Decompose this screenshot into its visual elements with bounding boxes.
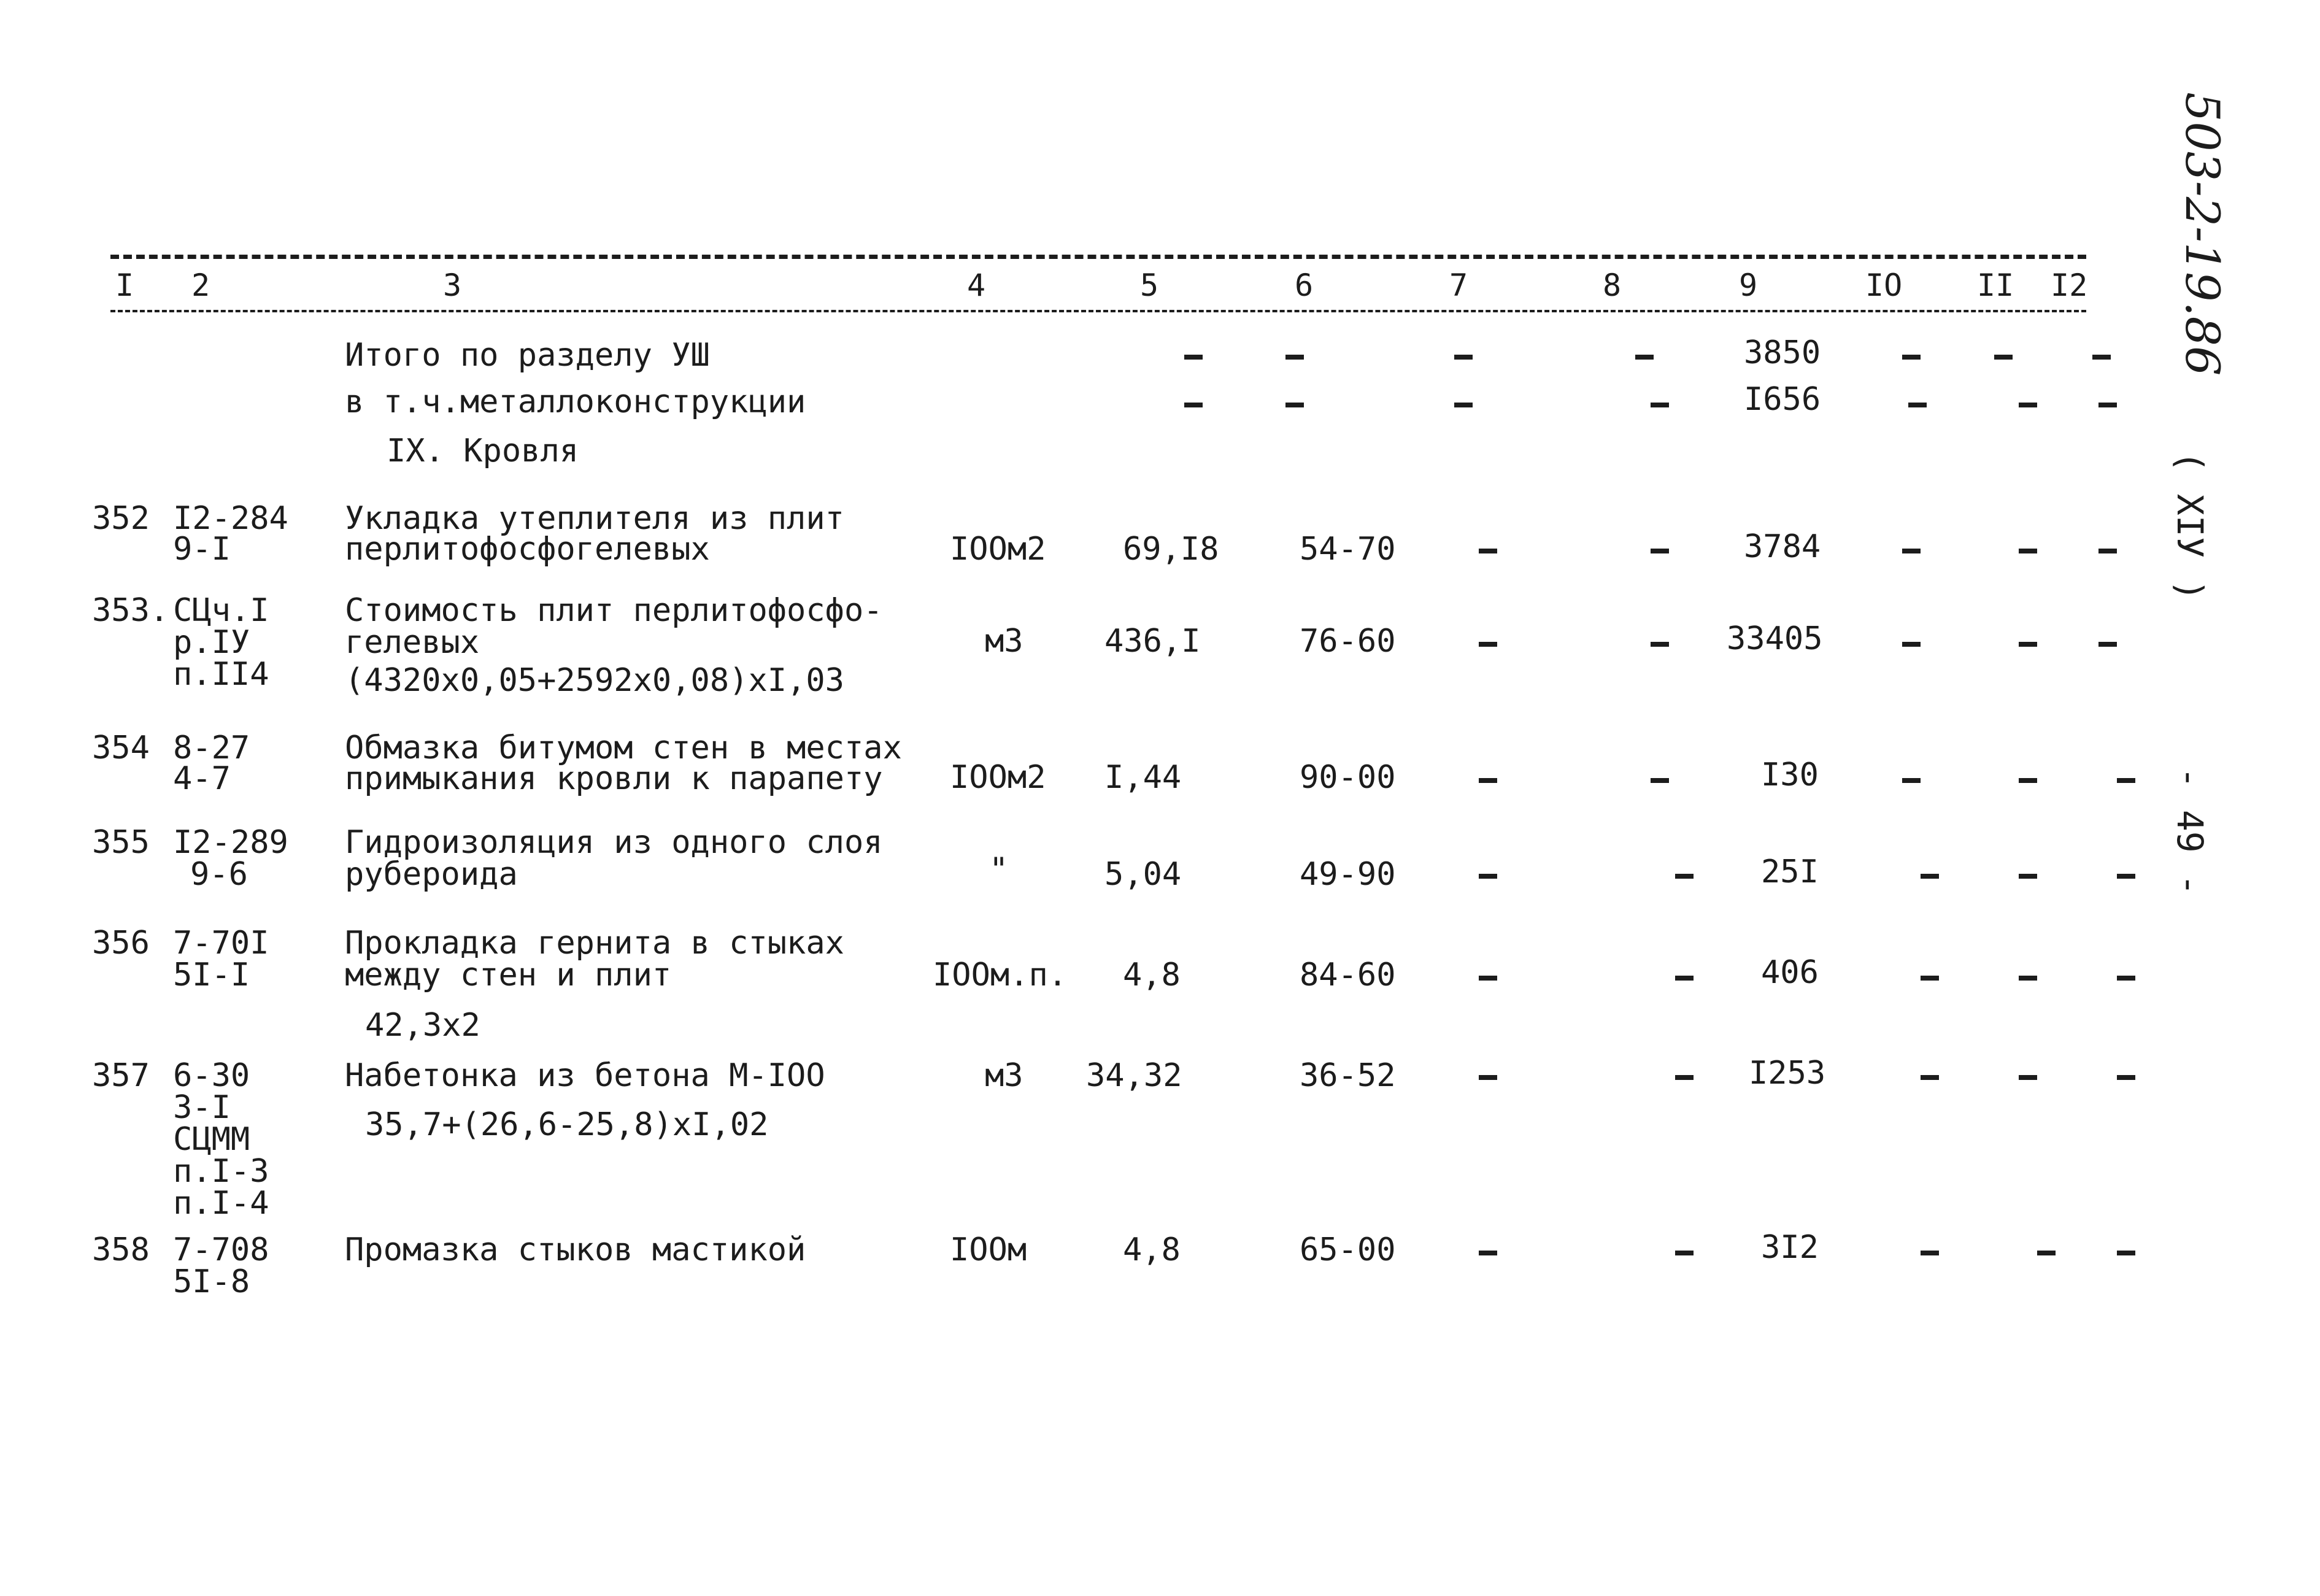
col-header-5: 5 xyxy=(1140,268,1159,303)
dash xyxy=(1454,403,1473,407)
dash xyxy=(2098,642,2117,647)
section-title: IX. Кровля xyxy=(387,433,579,469)
row-unit-price: 90-00 xyxy=(1300,759,1396,796)
row-formula: 35,7+(26,6-25,8)xI,02 xyxy=(365,1106,769,1143)
row-description: Промазка стыков мастикой xyxy=(345,1232,806,1268)
dash xyxy=(1675,874,1694,879)
col-header-6: 6 xyxy=(1295,268,1314,303)
document-code: 503-2-19.86 xyxy=(2175,92,2230,376)
row-code: СЦч.I xyxy=(173,592,269,629)
row-unit: " xyxy=(989,851,1009,888)
col-header-7: 7 xyxy=(1449,268,1468,303)
dash xyxy=(1454,355,1473,360)
row-unit-price: 65-00 xyxy=(1300,1232,1396,1268)
page-number: - 49 - xyxy=(2169,767,2211,896)
dash xyxy=(2019,642,2037,647)
row-quantity: 69,I8 xyxy=(1123,531,1219,568)
row-unit-price: 76-60 xyxy=(1300,623,1396,660)
row-code: п.II4 xyxy=(173,656,269,693)
col-header-11: II xyxy=(1977,268,2014,303)
row-unit: IOOм2 xyxy=(950,531,1046,568)
row-unit: IOOм.п. xyxy=(933,957,1068,993)
row-number: 357 xyxy=(92,1057,150,1094)
row-code: 5I-8 xyxy=(173,1263,250,1300)
row-description: Набетонка из бетона М-IOO xyxy=(345,1057,825,1094)
row-total-cost: I253 xyxy=(1749,1055,1826,1092)
row-code: 9-I xyxy=(173,531,231,568)
dash xyxy=(1479,976,1497,981)
dash xyxy=(1902,778,1921,783)
row-code: 3-I xyxy=(173,1089,231,1126)
col-header-12: I2 xyxy=(2051,268,2088,303)
row-code: СЦММ xyxy=(173,1121,250,1158)
row-unit-price: 54-70 xyxy=(1300,531,1396,568)
col-header-1: I xyxy=(115,268,134,303)
dash xyxy=(1479,1075,1497,1080)
dash xyxy=(2019,778,2037,783)
dash xyxy=(1479,642,1497,647)
row-code: 6-30 xyxy=(173,1057,250,1094)
row-description: примыкания кровли к парапету xyxy=(345,760,883,797)
row-total-cost: 3784 xyxy=(1744,528,1821,565)
dash xyxy=(1651,403,1669,407)
col-header-4: 4 xyxy=(967,268,986,303)
dash xyxy=(1902,549,1921,553)
row-unit: IOOм xyxy=(950,1232,1027,1268)
row-unit-price: 36-52 xyxy=(1300,1057,1396,1094)
row-number: 356 xyxy=(92,925,150,962)
row-description: Обмазка битумом стен в местах xyxy=(345,730,902,766)
row-code: 4-7 xyxy=(173,760,231,797)
dash xyxy=(1479,549,1497,553)
row-description: Гидроизоляция из одного слоя xyxy=(345,824,883,861)
dash xyxy=(1184,403,1203,407)
dash xyxy=(2098,549,2117,553)
dash xyxy=(1635,355,1654,360)
volume-number: ( XIУ ) xyxy=(2169,451,2211,601)
row-number: 354 xyxy=(92,730,150,766)
row-code: п.I-4 xyxy=(173,1185,269,1222)
row-code: п.I-3 xyxy=(173,1153,269,1190)
dash xyxy=(1651,778,1669,783)
row-description: рубероида xyxy=(345,856,518,893)
col-header-8: 8 xyxy=(1603,268,1622,303)
dash xyxy=(2037,1251,2056,1255)
dash xyxy=(1902,355,1921,360)
dash xyxy=(2098,403,2117,407)
row-unit-price: 49-90 xyxy=(1300,856,1396,893)
row-code: р.IУ xyxy=(173,624,250,661)
dash xyxy=(1479,778,1497,783)
dash xyxy=(2019,403,2037,407)
row-number: 358 xyxy=(92,1232,150,1268)
row-number: 353. xyxy=(92,592,169,629)
header-top-rule xyxy=(110,255,2086,259)
dash xyxy=(1285,355,1304,360)
row-number: 352 xyxy=(92,500,150,537)
dash xyxy=(1479,1251,1497,1255)
row-code: 5I-I xyxy=(173,957,250,993)
row-description: между стен и плит xyxy=(345,957,672,993)
dash xyxy=(2117,778,2135,783)
row-unit-price: 84-60 xyxy=(1300,957,1396,993)
dash xyxy=(1285,403,1304,407)
dash xyxy=(1921,1075,1939,1080)
col-header-3: 3 xyxy=(443,268,462,303)
dash xyxy=(2019,1075,2037,1080)
col-header-2: 2 xyxy=(191,268,210,303)
row-code: I2-289 xyxy=(173,824,288,861)
row-description: гелевых xyxy=(345,624,480,661)
row-total-cost: 3I2 xyxy=(1761,1229,1819,1266)
row-unit: IOOм2 xyxy=(950,759,1046,796)
row-total-cost: 406 xyxy=(1761,954,1819,991)
row-formula: 42,3x2 xyxy=(365,1007,480,1044)
col-header-9: 9 xyxy=(1739,268,1758,303)
row-quantity: 4,8 xyxy=(1123,1232,1181,1268)
row-quantity: 4,8 xyxy=(1123,957,1181,993)
dash xyxy=(1675,1075,1694,1080)
dash xyxy=(1921,976,1939,981)
row-total-cost: 25I xyxy=(1761,854,1819,890)
dash xyxy=(2019,874,2037,879)
dash xyxy=(2092,355,2111,360)
dash xyxy=(1921,874,1939,879)
dash xyxy=(2117,1251,2135,1255)
row-formula: (4320x0,05+2592x0,08)xI,03 xyxy=(345,662,844,699)
total-value: 3850 xyxy=(1744,334,1821,371)
dash xyxy=(2019,976,2037,981)
dash xyxy=(1908,403,1927,407)
dash xyxy=(1921,1251,1939,1255)
row-description: Укладка утеплителя из плит xyxy=(345,500,844,537)
dash xyxy=(1675,1251,1694,1255)
header-bottom-rule xyxy=(110,310,2086,312)
row-total-cost: I30 xyxy=(1761,757,1819,793)
dash xyxy=(1651,549,1669,553)
row-quantity: 34,32 xyxy=(1086,1057,1182,1094)
row-code: 8-27 xyxy=(173,730,250,766)
col-header-10: IO xyxy=(1865,268,1903,303)
row-description: Прокладка гернита в стыках xyxy=(345,925,844,962)
row-description: перлитофосфогелевых xyxy=(345,531,710,568)
row-quantity: 5,04 xyxy=(1104,856,1182,893)
dash xyxy=(1184,355,1203,360)
metal-value: I656 xyxy=(1744,381,1821,418)
dash xyxy=(1675,976,1694,981)
dash xyxy=(2117,874,2135,879)
row-code: 9-6 xyxy=(190,856,248,893)
row-description: Стоимость плит перлитофосфо- xyxy=(345,592,883,629)
dash xyxy=(1651,642,1669,647)
row-code: 7-70I xyxy=(173,925,269,962)
row-code: 7-708 xyxy=(173,1232,269,1268)
metal-label: в т.ч.металлоконструкции xyxy=(345,384,806,420)
dash xyxy=(1479,874,1497,879)
row-total-cost: 33405 xyxy=(1727,620,1823,657)
row-quantity: I,44 xyxy=(1104,759,1182,796)
row-unit: м3 xyxy=(985,1057,1023,1094)
dash xyxy=(2019,549,2037,553)
dash xyxy=(2117,976,2135,981)
row-quantity: 436,I xyxy=(1104,623,1201,660)
dash xyxy=(2117,1075,2135,1080)
row-number: 355 xyxy=(92,824,150,861)
dash xyxy=(1994,355,2013,360)
dash xyxy=(1902,642,1921,647)
row-unit: м3 xyxy=(985,623,1023,660)
total-label: Итого по разделу УШ xyxy=(345,337,710,374)
row-code: I2-284 xyxy=(173,500,288,537)
